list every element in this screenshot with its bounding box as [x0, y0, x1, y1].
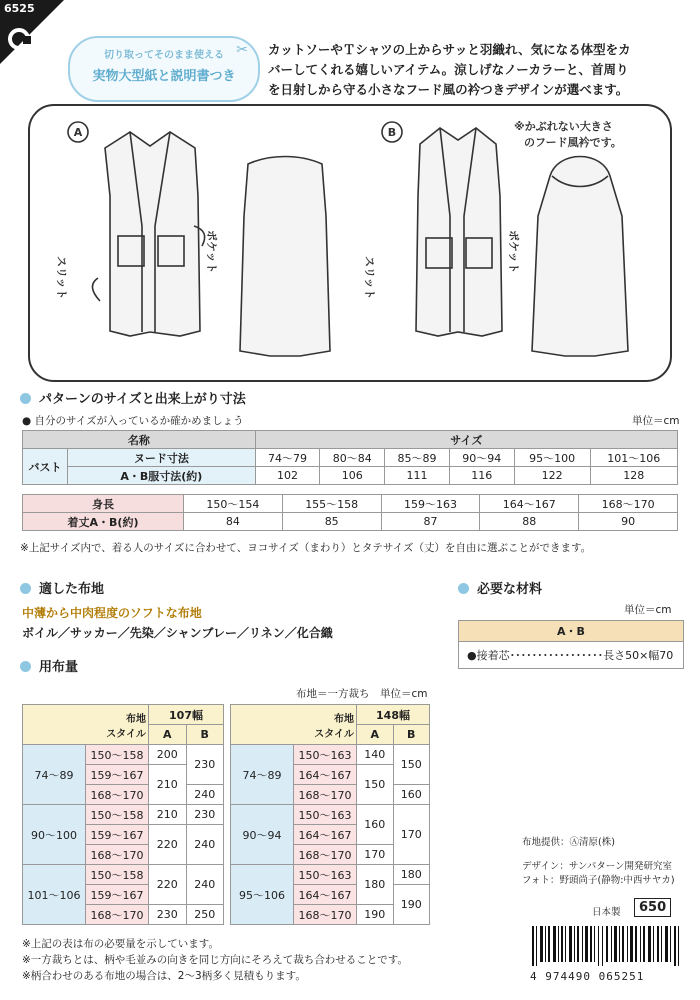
- barcode-number: 4 974490 065251: [530, 970, 645, 983]
- yardage-unit: 単位＝cm: [380, 688, 428, 700]
- size-note-text: 自分のサイズが入っているか確かめましょう: [34, 415, 244, 427]
- lbl-fabric: 布地: [334, 713, 354, 725]
- col-b: B: [393, 725, 430, 745]
- length-label: 着丈A・B(約): [23, 513, 184, 531]
- height-cell: 150〜163: [294, 865, 357, 885]
- lbl-fabric: 布地: [126, 713, 146, 725]
- height-cell: 164〜167: [294, 885, 357, 905]
- bust-cell: 74〜89: [231, 745, 294, 805]
- note-line: ※一方裁ちとは、柄や毛並みの向きを同じ方向にそろえて裁ち合わせることです。: [22, 954, 408, 966]
- materials-title-text: 必要な材料: [477, 582, 543, 597]
- size-header: サイズ: [255, 431, 677, 449]
- height-cell: 150〜163: [294, 805, 357, 825]
- vest-b-front: [416, 128, 502, 336]
- size-footnote: ※上記サイズ内で、着る人のサイズに合わせて、ヨコサイズ（まわり）とタテサイズ（丈）を自由に選ぶことができます。: [20, 542, 592, 554]
- width-header: 107幅: [149, 705, 224, 725]
- finished-value: 122: [514, 467, 590, 485]
- finished-label: A・B服寸法(約): [68, 467, 256, 485]
- b-cell: 230: [186, 805, 224, 825]
- barcode: [530, 926, 682, 983]
- b-cell: 240: [186, 785, 224, 805]
- height-value: 164〜167: [480, 495, 579, 513]
- intro-text: [268, 40, 688, 100]
- finished-value: 111: [385, 467, 450, 485]
- badge-line2: 実物大型紙と説明書つき: [92, 69, 236, 84]
- finished-value: 116: [449, 467, 514, 485]
- height-cell: 168〜170: [86, 845, 149, 865]
- b-cell: 250: [186, 905, 224, 925]
- b-cell: 240: [186, 865, 224, 905]
- slit-label-b: スリット: [363, 256, 376, 300]
- fabric-desc: 中薄から中肉程度のソフトな布地: [22, 606, 202, 620]
- materials-header: A・B: [459, 621, 684, 642]
- height-cell: 168〜170: [294, 845, 357, 865]
- materials-table: [458, 620, 684, 669]
- bust-cell: 90〜94: [231, 805, 294, 865]
- height-value: 155〜158: [282, 495, 381, 513]
- materials-section-title: [458, 578, 542, 597]
- height-cell: 168〜170: [294, 905, 357, 925]
- col-a: A: [357, 725, 394, 745]
- vest-a-front: [105, 132, 200, 336]
- bust-cell: 95〜106: [231, 865, 294, 925]
- a-cell: 220: [149, 865, 187, 905]
- bullet-icon: [20, 583, 31, 594]
- bust-label: バスト: [23, 449, 68, 485]
- design-credit: デザイン：サンパターン開発研究室: [522, 861, 673, 872]
- a-cell: 210: [149, 805, 187, 825]
- a-cell: 230: [149, 905, 187, 925]
- illustration-panel: [28, 104, 672, 382]
- b-cell: 180: [393, 865, 430, 885]
- height-label: 身長: [23, 495, 184, 513]
- height-cell: 159〜167: [86, 825, 149, 845]
- bust-cell: 90〜100: [23, 805, 86, 865]
- b-cell: 190: [393, 885, 430, 925]
- length-value: 84: [184, 513, 283, 531]
- finished-value: 106: [320, 467, 385, 485]
- height-table: [22, 494, 678, 531]
- height-cell: 168〜170: [86, 785, 149, 805]
- fabric-types: ボイル／サッカー／先染／シャンブレー／リネン／化合織: [22, 626, 333, 640]
- height-cell: 159〜167: [86, 885, 149, 905]
- brand-logo-icon: [8, 28, 30, 50]
- height-cell: 168〜170: [86, 905, 149, 925]
- a-cell: 210: [149, 765, 187, 805]
- made-in: 日本製: [592, 907, 621, 918]
- b-cell: 150: [393, 745, 430, 785]
- b-cell: 160: [393, 785, 430, 805]
- scissors-icon: ✂: [236, 42, 248, 58]
- note-line: ※柄合わせのある布地の場合は、2〜3柄多く見積もります。: [22, 970, 306, 982]
- length-value: 87: [381, 513, 480, 531]
- a-cell: 200: [149, 745, 187, 765]
- name-header: 名称: [23, 431, 256, 449]
- size-unit: 単位＝cm: [632, 415, 680, 427]
- b-cell: 240: [186, 825, 224, 865]
- yardage-table-107: [22, 704, 224, 925]
- height-value: 168〜170: [579, 495, 678, 513]
- yardage-title-text: 用布量: [39, 660, 79, 675]
- vest-a-back: [240, 157, 330, 357]
- yardage-table-148: [230, 704, 430, 925]
- pattern-number: 6525: [4, 2, 35, 15]
- pocket-label-b: ポケット: [507, 230, 520, 274]
- a-cell: 150: [357, 765, 394, 805]
- size-title-text: パターンのサイズと出来上がり寸法: [39, 392, 246, 407]
- a-cell: 170: [357, 845, 394, 865]
- height-cell: 150〜158: [86, 865, 149, 885]
- slit-label-a: スリット: [55, 256, 68, 300]
- length-value: 90: [579, 513, 678, 531]
- bullet-icon: [20, 661, 31, 672]
- finished-value: 128: [590, 467, 677, 485]
- a-cell: 160: [357, 805, 394, 845]
- header-corner: [231, 705, 357, 745]
- yardage-notes: [22, 936, 408, 984]
- price-box: 650: [634, 898, 671, 917]
- bust-cell: 101〜106: [23, 865, 86, 925]
- nude-value: 95〜100: [514, 449, 590, 467]
- col-a: A: [149, 725, 187, 745]
- fabric-section-title: [20, 578, 104, 597]
- height-cell: 164〜167: [294, 825, 357, 845]
- finished-value: 102: [255, 467, 320, 485]
- a-cell: 190: [357, 905, 394, 925]
- height-cell: 168〜170: [294, 785, 357, 805]
- b-cell: 230: [186, 745, 224, 785]
- vest-illustrations: [30, 106, 670, 380]
- col-b: B: [186, 725, 224, 745]
- nude-value: 74〜79: [255, 449, 320, 467]
- bullet-icon: [20, 393, 31, 404]
- badge-line1: 切り取ってそのまま使える: [104, 50, 224, 61]
- fabric-credit: 布地提供：Ⓐ清原(株): [522, 837, 615, 848]
- hood-note-line2: のフード風衿です。: [524, 136, 622, 149]
- b-cell: 170: [393, 805, 430, 865]
- length-value: 85: [282, 513, 381, 531]
- height-value: 159〜163: [381, 495, 480, 513]
- a-cell: 180: [357, 865, 394, 905]
- length-value: 88: [480, 513, 579, 531]
- a-cell: 220: [149, 825, 187, 865]
- label-a: A: [73, 126, 83, 139]
- size-table: [22, 430, 678, 485]
- nude-value: 101〜106: [590, 449, 677, 467]
- nude-label: ヌード寸法: [68, 449, 256, 467]
- height-cell: 150〜158: [86, 745, 149, 765]
- pocket-label-a: ポケット: [205, 230, 218, 274]
- pattern-badge: [68, 36, 260, 102]
- photo-credit: フォト：野頭尚子(静物:中西サヤカ): [522, 875, 675, 886]
- size-note: ● 自分のサイズが入っているか確かめましょう: [22, 415, 244, 427]
- intro-line: を日射しから守る小さなフード風の衿つきデザインが選べます。: [268, 82, 629, 97]
- bullet-icon: [458, 583, 469, 594]
- bust-cell: 74〜89: [23, 745, 86, 805]
- yardage-section-title: [20, 656, 78, 675]
- nude-value: 85〜89: [385, 449, 450, 467]
- yardage-cut: 布地＝一方裁ち: [296, 688, 370, 700]
- size-section-title: [20, 388, 246, 407]
- materials-item: ●接着芯･････････････････長さ50×幅70: [459, 642, 684, 669]
- materials-unit: 単位＝cm: [624, 604, 672, 616]
- lbl-style: スタイル: [314, 728, 354, 740]
- width-header: 148幅: [357, 705, 430, 725]
- height-cell: 159〜167: [86, 765, 149, 785]
- nude-value: 90〜94: [449, 449, 514, 467]
- label-b: B: [387, 126, 397, 139]
- barcode-bars: [530, 926, 682, 966]
- note-line: ※上記の表は布の必要量を示しています。: [22, 938, 219, 950]
- hood-note-line1: ※かぶれない大きさ: [514, 120, 613, 133]
- header-corner: [23, 705, 149, 745]
- height-cell: 150〜158: [86, 805, 149, 825]
- height-cell: 150〜163: [294, 745, 357, 765]
- height-cell: 164〜167: [294, 765, 357, 785]
- intro-line: カットソーやＴシャツの上からサッと羽織れ、気になる体型をカ: [268, 42, 631, 57]
- fabric-title-text: 適した布地: [39, 582, 105, 597]
- a-cell: 140: [357, 745, 394, 765]
- lbl-style: スタイル: [106, 728, 146, 740]
- height-value: 150〜154: [184, 495, 283, 513]
- nude-value: 80〜84: [320, 449, 385, 467]
- intro-line: バーしてくれる嬉しいアイテム。涼しげなノーカラーと、首周り: [268, 62, 629, 77]
